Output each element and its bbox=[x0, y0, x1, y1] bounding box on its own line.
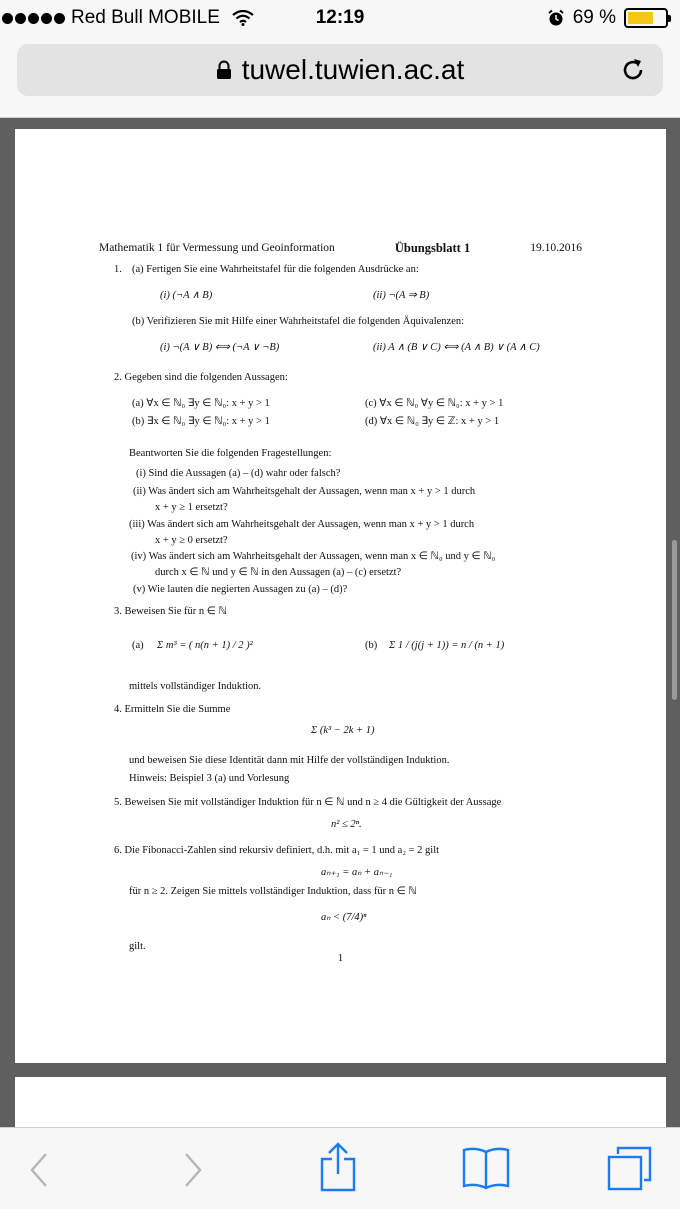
reload-icon[interactable] bbox=[619, 56, 647, 84]
problem-3: 3. Beweisen Sie für n ∈ ℕ bbox=[114, 606, 227, 617]
lock-icon bbox=[216, 60, 232, 80]
problem-2-q4-cont: durch x ∈ ℕ und y ∈ ℕ in den Aussagen (a) – (c) ersetzt? bbox=[155, 567, 402, 578]
problem-2: 2. Gegeben sind die folgenden Aussagen: bbox=[114, 372, 288, 383]
status-bar bbox=[0, 0, 680, 40]
problem-4-text: und beweisen Sie diese Identität dann mit Hilfe der vollständigen Induktion. bbox=[129, 755, 450, 766]
clock: 12:19 bbox=[315, 7, 365, 28]
problem-4-formula: Σ (k³ − 2k + 1) bbox=[311, 725, 375, 736]
problem-4: 4. Ermitteln Sie die Summe bbox=[114, 704, 231, 715]
problem-1a-ii: (ii) ¬(A ⇒ B) bbox=[373, 290, 430, 301]
course-title: Mathematik 1 für Vermessung und Geoinformation bbox=[99, 242, 335, 254]
problem-2-q2-cont: x + y ≥ 1 ersetzt? bbox=[155, 502, 228, 513]
problem-2-q3: (iii) Was ändert sich am Wahrheitsgehalt der Aussagen, wenn man x + y > 1 durch bbox=[129, 519, 475, 530]
problem-1b: (b) Verifizieren Sie mit Hilfe einer Wahrheitstafel die folgenden Äquivalenzen: bbox=[132, 316, 465, 327]
problem-1b-ii: (ii) A ∧ (B ∨ C) ⟺ (A ∧ B) ∨ (A ∧ C) bbox=[373, 342, 540, 353]
address-bar[interactable] bbox=[17, 44, 663, 96]
problem-2-q2: (ii) Was ändert sich am Wahrheitsgehalt der Aussagen, wenn man x + y > 1 durch bbox=[133, 486, 476, 497]
problem-2-questions: Beantworten Sie die folgenden Fragestellungen: bbox=[129, 448, 332, 459]
alarm-icon bbox=[547, 9, 565, 27]
battery-fill bbox=[628, 12, 653, 24]
battery-percent: 69 % bbox=[572, 7, 616, 28]
problem-3-end: mittels vollständiger Induktion. bbox=[129, 681, 262, 692]
problem-2b: (b) ∃x ∈ ℕ₀ ∃y ∈ ℕ₀: x + y > 1 bbox=[132, 416, 270, 427]
problem-1-number: 1. bbox=[114, 264, 122, 275]
problem-6-text: für n ≥ 2. Zeigen Sie mittels vollständiger Induktion, dass für n ∈ ℕ bbox=[129, 886, 417, 897]
problem-3a-formula: Σ m³ = ( n(n + 1) / 2 )² bbox=[157, 640, 253, 651]
sheet-date: 19.10.2016 bbox=[530, 242, 582, 254]
problem-2-q3-cont: x + y ≥ 0 ersetzt? bbox=[155, 535, 228, 546]
back-icon[interactable] bbox=[20, 1150, 60, 1190]
problem-1b-i: (i) ¬(A ∨ B) ⟺ (¬A ∨ ¬B) bbox=[160, 342, 280, 353]
problem-6-end: gilt. bbox=[129, 941, 146, 952]
problem-6: 6. Die Fibonacci-Zahlen sind rekursiv definiert, d.h. mit a₁ = 1 und a₂ = 2 gilt bbox=[114, 845, 440, 856]
scrollbar[interactable] bbox=[672, 540, 677, 700]
problem-3b-label: (b) bbox=[365, 640, 378, 651]
url-text: tuwel.tuwien.ac.at bbox=[241, 54, 465, 85]
carrier-name: Red Bull MOBILE bbox=[71, 7, 220, 28]
problem-2-q4: (iv) Was ändert sich am Wahrheitsgehalt der Aussagen, wenn man x ∈ ℕ₀ und y ∈ ℕ₀ bbox=[131, 551, 496, 562]
page-number: 1 bbox=[337, 952, 344, 964]
bookmarks-icon[interactable] bbox=[462, 1146, 510, 1190]
status-right bbox=[547, 7, 668, 29]
problem-3a-label: (a) bbox=[132, 640, 144, 651]
forward-icon[interactable] bbox=[172, 1150, 212, 1190]
problem-3b-formula: Σ 1 / (j(j + 1)) = n / (n + 1) bbox=[389, 640, 505, 651]
pdf-page bbox=[15, 129, 666, 1063]
problem-2-q1: (i) Sind die Aussagen (a) – (d) wahr oder falsch? bbox=[136, 468, 341, 479]
battery-icon bbox=[624, 8, 668, 28]
problem-1a: (a) Fertigen Sie eine Wahrheitstafel für die folgenden Ausdrücke an: bbox=[132, 264, 419, 275]
problem-1a-i: (i) (¬A ∧ B) bbox=[160, 290, 213, 301]
browser-address-area bbox=[0, 40, 680, 118]
browser-toolbar bbox=[0, 1127, 680, 1209]
problem-4-hint: Hinweis: Beispiel 3 (a) und Vorlesung bbox=[129, 773, 290, 784]
problem-2d: (d) ∀x ∈ ℕ₀ ∃y ∈ ℤ: x + y > 1 bbox=[365, 416, 500, 427]
sheet-title: Übungsblatt 1 bbox=[394, 241, 471, 255]
tabs-icon[interactable] bbox=[606, 1144, 654, 1192]
problem-2c: (c) ∀x ∈ ℕ₀ ∀y ∈ ℕ₀: x + y > 1 bbox=[365, 398, 504, 409]
problem-6-formula: aₙ₊₁ = aₙ + aₙ₋₁ bbox=[321, 867, 393, 878]
share-icon[interactable] bbox=[318, 1142, 358, 1192]
problem-2a: (a) ∀x ∈ ℕ₀ ∃y ∈ ℕ₀: x + y > 1 bbox=[132, 398, 270, 409]
problem-5: 5. Beweisen Sie mit vollständiger Induktion für n ∈ ℕ und n ≥ 4 die Gültigkeit der Aussage bbox=[114, 797, 502, 808]
document-header bbox=[99, 240, 582, 258]
problem-6-formula-2: aₙ < (7/4)ⁿ bbox=[321, 912, 367, 923]
problem-2-q5: (v) Wie lauten die negierten Aussagen zu (a) – (d)? bbox=[133, 584, 348, 595]
problem-5-formula: n² ≤ 2ⁿ. bbox=[331, 819, 362, 830]
